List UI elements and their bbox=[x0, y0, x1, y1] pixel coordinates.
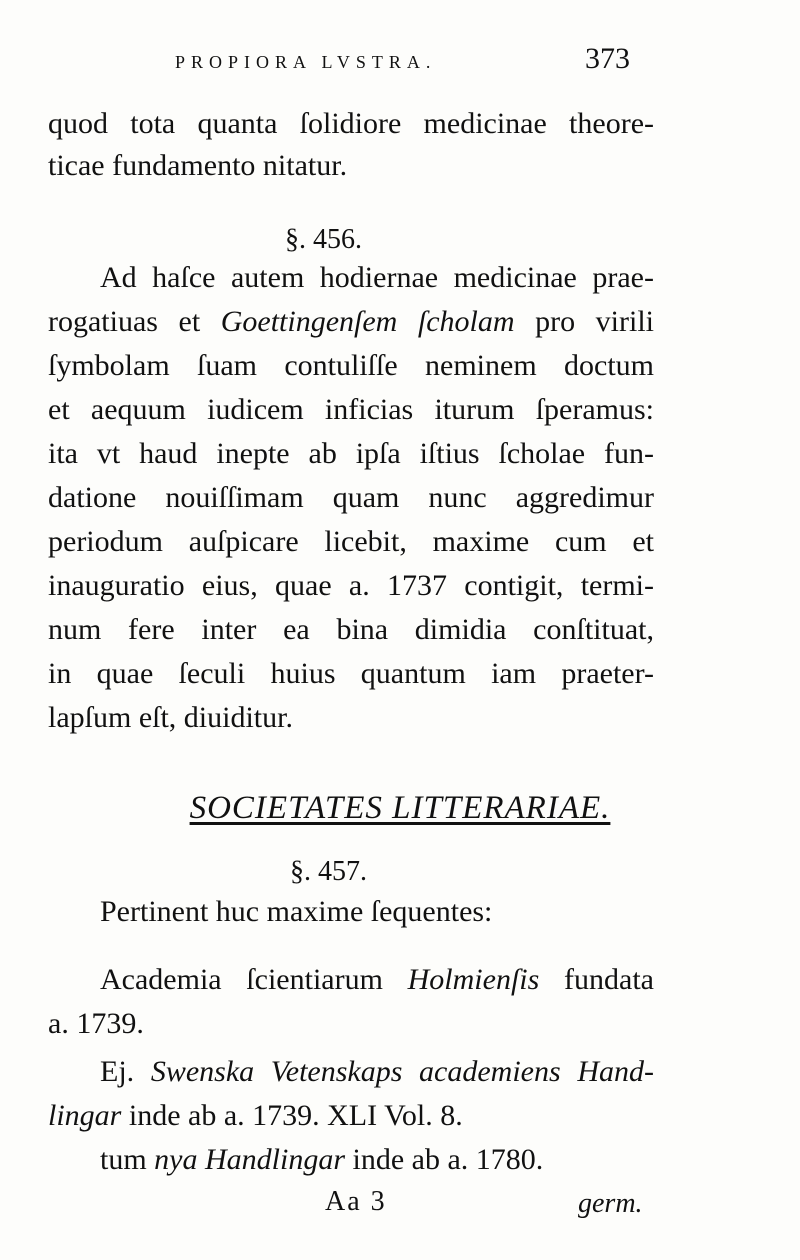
text-line: Ad haſce autem hodiernae medicinae prae- bbox=[100, 261, 654, 294]
signature-mark: Aa 3 bbox=[325, 1186, 387, 1217]
text-span: Ej. bbox=[100, 1055, 151, 1088]
page-number: 373 bbox=[585, 42, 630, 75]
text-line-with-italic bbox=[48, 1096, 654, 1136]
text-line-with-italic bbox=[100, 1140, 654, 1180]
text-span: inde ab a. 1739. XLI Vol. 8. bbox=[121, 1099, 463, 1132]
text-line: ita vt haud inepte ab ipſa iſtius ſcholae fun- bbox=[48, 437, 654, 470]
catchword: germ. bbox=[578, 1188, 643, 1219]
italic-span: nya Handlingar bbox=[154, 1143, 345, 1176]
text-line: num fere inter ea bina dimidia conſtituat, bbox=[48, 613, 654, 646]
text-span: rogatiuas et bbox=[48, 305, 221, 338]
page-footer bbox=[0, 1178, 800, 1228]
text-span: Academia ſcientiarum bbox=[100, 963, 408, 996]
text-span: tum bbox=[100, 1143, 155, 1176]
text-line-with-italic bbox=[100, 1052, 654, 1092]
italic-span: Holmienſis bbox=[407, 963, 540, 996]
italic-span: Goettingenſem ſcholam bbox=[220, 305, 515, 338]
text-span: fundata bbox=[539, 963, 654, 996]
text-line: datione nouiſſimam quam nunc aggredimur bbox=[48, 481, 654, 514]
text-span: inde ab a. 1780. bbox=[345, 1143, 544, 1176]
text-span: pro virili bbox=[514, 305, 654, 338]
text-line: quod tota quanta ſolidiore medicinae theore- bbox=[48, 107, 654, 140]
section-number-456: §. 456. bbox=[285, 224, 362, 255]
italic-span: Swenska Vetenskaps academiens Hand- bbox=[150, 1055, 654, 1088]
text-line: ticae fundamento nitatur. bbox=[48, 149, 348, 182]
text-line: periodum auſpicare licebit, maxime cum et bbox=[48, 525, 654, 558]
text-line: inauguratio eius, quae a. 1737 contigit, termi- bbox=[48, 569, 654, 602]
text-line: in quae ſeculi huius quantum iam praeter- bbox=[48, 657, 654, 690]
running-title: PROPIORA LVSTRA. bbox=[175, 52, 437, 72]
running-head bbox=[0, 38, 800, 98]
text-line-with-italic bbox=[48, 302, 654, 342]
text-line: Pertinent huc maxime ſequentes: bbox=[100, 895, 493, 928]
section-heading: SOCIETATES LITTERARIAE. bbox=[189, 790, 611, 826]
italic-span: lingar bbox=[48, 1099, 122, 1132]
text-line: lapſum eſt, diuiditur. bbox=[48, 701, 293, 734]
text-line: et aequum iudicem inficias iturum ſperamus: bbox=[48, 393, 654, 426]
text-line: ſymbolam ſuam contuliſſe neminem doctum bbox=[48, 349, 654, 382]
text-line: a. 1739. bbox=[48, 1007, 144, 1040]
text-line-with-italic bbox=[100, 960, 654, 1000]
section-number-457: §. 457. bbox=[290, 856, 367, 887]
